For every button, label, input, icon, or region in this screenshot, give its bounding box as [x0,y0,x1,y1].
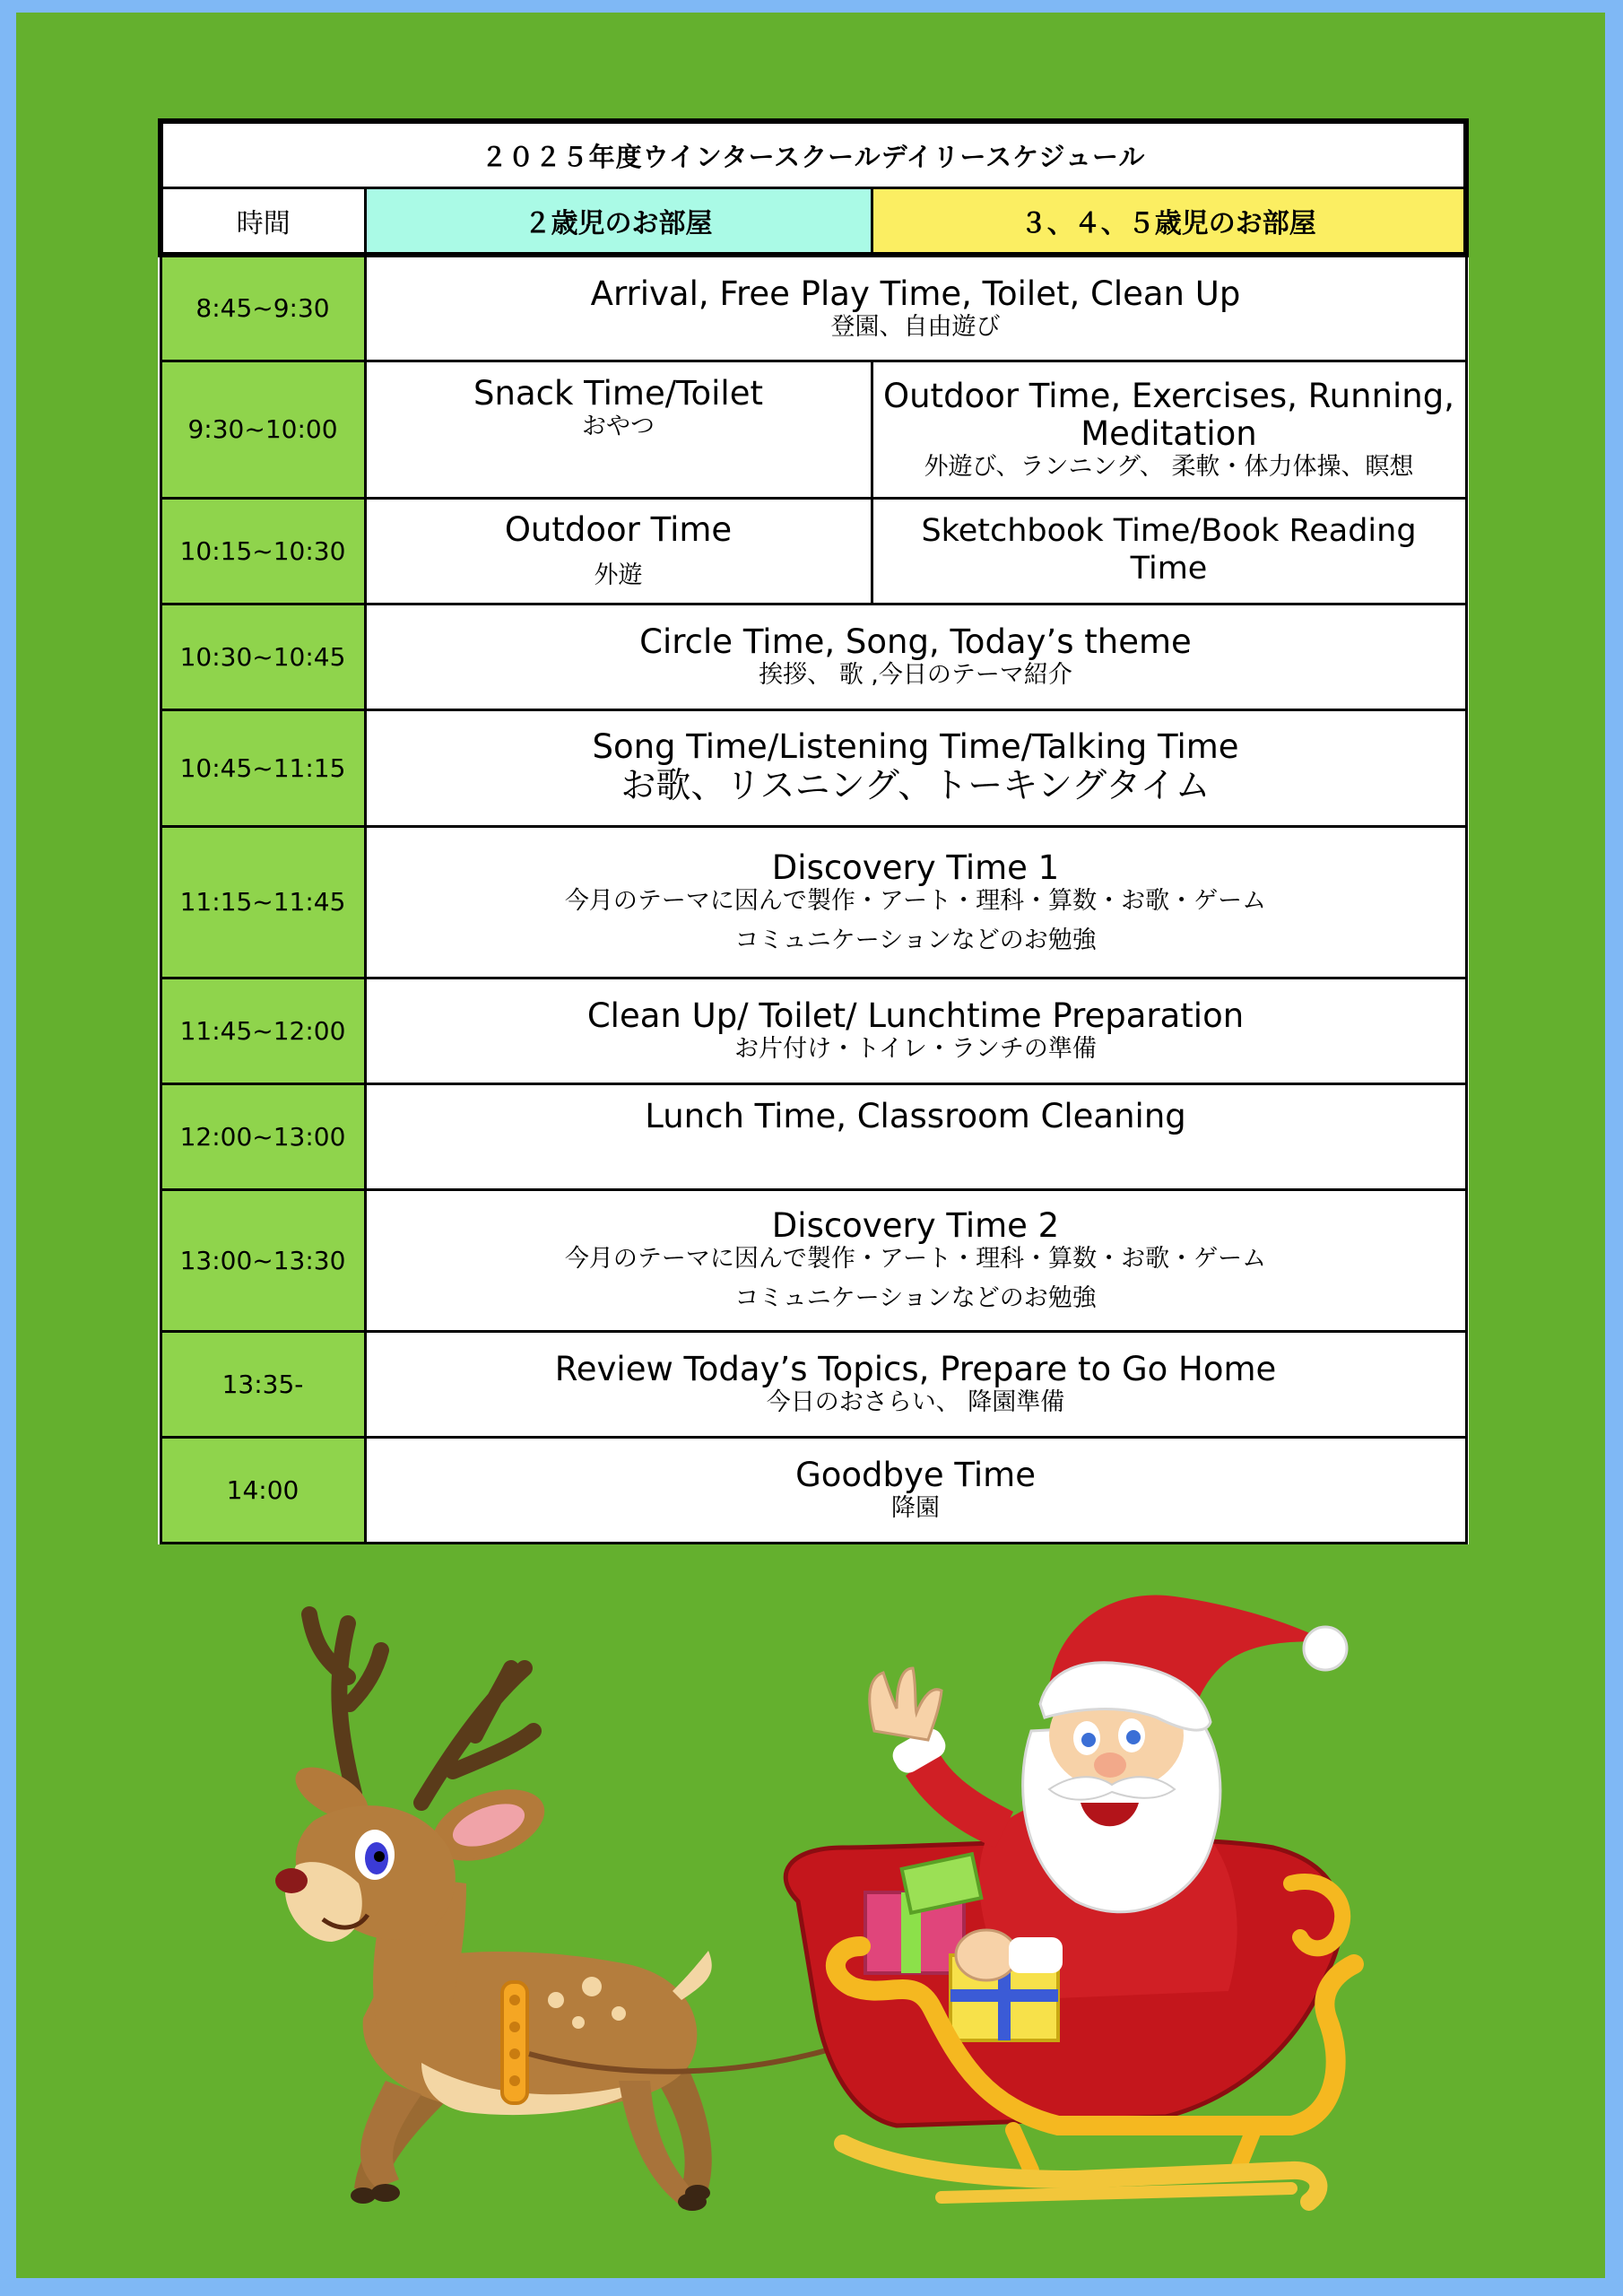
activity-jp: 今月のテーマに因んで製作・アート・理科・算数・お歌・ゲーム [564,886,1267,915]
time-cell: 10:45~11:15 [161,709,365,826]
activity-jp: 外遊び、ランニング、 柔軟・体力体操、瞑想 [924,452,1414,481]
activity-en: Snack Time/Toilet [473,373,763,413]
activity-jp: 今日のおさらい、 降園準備 [766,1388,1065,1416]
time-cell: 13:00~13:30 [161,1189,365,1331]
activity-en: Review Today’s Topics, Prepare to Go Home [554,1350,1277,1388]
time-cell: 8:45~9:30 [161,255,365,361]
time-cell: 12:00~13:00 [161,1083,365,1189]
time-cell: 11:15~11:45 [161,826,365,978]
activity-jp: 降園 [891,1494,940,1522]
reindeer-illustration [275,1614,712,2211]
activity-en: Lunch Time, Classroom Cleaning [645,1096,1186,1135]
activity-en: Outdoor Time, Exercises, Running, Meditation [882,376,1455,453]
header-time: 時間 [161,188,365,256]
activity-jp: 登園、自由遊び [830,312,1001,341]
activity-en: Clean Up/ Toilet/ Lunchtime Preparation [586,996,1245,1035]
activity-jp: 今月のテーマに因んで製作・アート・理科・算数・お歌・ゲーム [564,1245,1267,1273]
activity-en: Sketchbook Time/Book Reading Time [921,512,1417,587]
activity-en: Discovery Time 1 [771,848,1060,887]
activity-jp: おやつ [582,412,655,440]
activity-jp-2: コミュニケーションなどのお勉強 [734,926,1097,954]
activity-en: Song Time/Listening Time/Talking Time [592,727,1239,766]
time-cell: 13:35- [161,1331,365,1437]
schedule-title: ２０２５年度ウインタースクールデイリースケジュール [161,121,1466,188]
activity-en: Arrival, Free Play Time, Toilet, Clean Up [590,274,1241,313]
santa-sleigh-illustration [785,1595,1354,2202]
header-room-345: ３、４、５歳児のお部屋 [872,188,1466,256]
time-cell: 10:30~10:45 [161,604,365,709]
activity-en: Outdoor Time [504,510,733,549]
activity-jp: 外遊 [594,561,643,589]
time-cell: 10:15~10:30 [161,498,365,604]
activity-jp-2: コミュニケーションなどのお勉強 [734,1284,1097,1312]
time-cell: 14:00 [161,1437,365,1543]
activity-jp: お片付け・トイレ・ランチの準備 [734,1035,1097,1063]
activity-jp: お歌、リスニング、トーキングタイム [621,766,1211,806]
activity-en: Circle Time, Song, Today’s theme [639,622,1192,661]
activity-en: Goodbye Time [795,1456,1036,1494]
time-cell: 9:30~10:00 [161,361,365,498]
header-room-2: ２歳児のお部屋 [365,188,872,256]
time-cell: 11:45~12:00 [161,978,365,1083]
activity-jp: 挨拶、 歌 ,今日のテーマ紹介 [759,661,1072,689]
activity-en: Discovery Time 2 [771,1206,1060,1245]
